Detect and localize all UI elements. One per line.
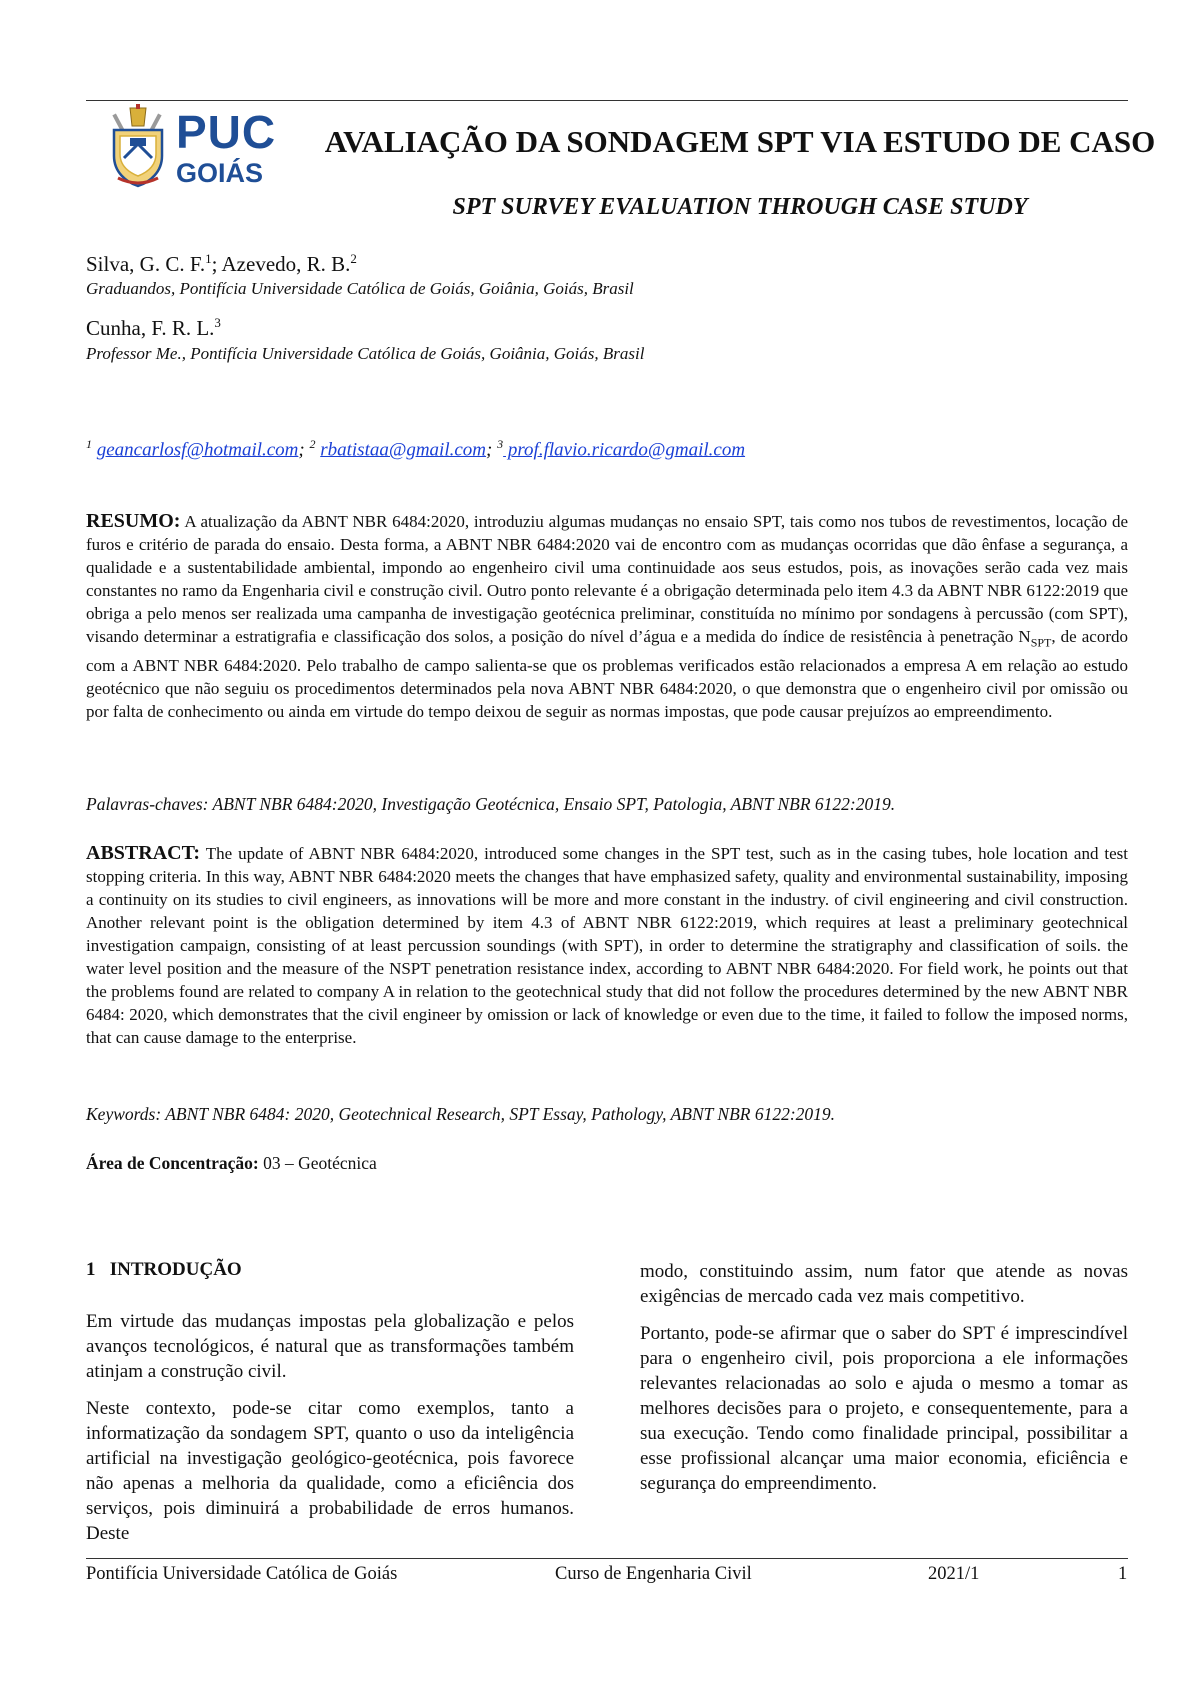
abstract-text: The update of ABNT NBR 6484:2020, introduced some changes in the SPT test, such as in the casing tubes, hole location and test stopping criteria. In this way, ABNT NBR 6484:2020 meets the changes that have emphasized safety, quality and environmental sustainability, imposing a continuity on its studies to civil engineers, as innovations will be more and more constant in the industry. of civil engineering and civil construction. Another relevant point is the obligation determined by item 4.3 of ABNT NBR 6122:2019, which requires at least a preliminary geotechnical investigation campaign, consisting of at least percussion soundings (with SPT), in order to determine the stratigraphy and classification of soils. the water level position and the measure of the NSPT penetration resistance index, according to ABNT NBR 6484:2020. For field work, he points out that the problems found are related to company A in relation to the geotechnical study that did not follow the procedures determined by the new ABNT NBR 6484: 2020, which demonstrates that the civil engineer by omission or lack of knowledge or even due to the time, it failed to follow the imposed norms, that can cause damage to the enterprise. (86, 844, 1129, 1047)
intro-paragraph: Em virtude das mudanças impostas pela globalização e pelos avanços tecnológicos, é natural que as transformações também atinjam a construção civil. (86, 1311, 574, 1382)
author-sup: 2 (350, 251, 357, 266)
intro-right-column (640, 1259, 1128, 1508)
footer-institution: Pontifícia Universidade Católica de Goiás (86, 1564, 398, 1584)
resumo-text-cont: , de acordo com a ABNT NBR 6484:2020. Pelo trabalho de campo salienta-se que os problemas verificados estão relacionados a empresa A em relação ao estudo geotécnico que não seguiu os procedimentos determinados pela nova ABNT NBR 6484:2020, o que demonstra que o engenheiro civil por omissão ou por falta de conhecimento ou ainda em virtude do tempo deixou de seguir as normas impostas, que pode causar prejuízos ao empreendimento. (86, 627, 1128, 722)
area-value: 03 – Geotécnica (263, 1153, 377, 1173)
area-de-concentracao (86, 1153, 377, 1174)
intro-left-column (86, 1309, 574, 1558)
email-sup: 1 (86, 437, 92, 451)
email-link-2[interactable]: rbatistaa@gmail.com (320, 439, 487, 461)
keywords: Keywords: ABNT NBR 6484: 2020, Geotechnical Research, SPT Essay, Pathology, ABNT NBR 6122:2019. (86, 1104, 836, 1124)
resumo-label: RESUMO: (86, 510, 181, 532)
palavras-chaves: Palavras-chaves: ABNT NBR 6484:2020, Investigação Geotécnica, Ensaio SPT, Patologia, ABNT NBR 6122:2019. (86, 794, 896, 814)
page-number: 1 (1118, 1564, 1128, 1584)
logo-text-puc: PUC (176, 106, 277, 158)
intro-paragraph: modo, constituindo assim, num fator que atende as novas exigências de mercado cada vez mais competitivo. (640, 1261, 1128, 1307)
affiliation-1: Graduandos, Pontifícia Universidade Católica de Goiás, Goiânia, Goiás, Brasil (86, 279, 634, 298)
area-label: Área de Concentração: (86, 1153, 259, 1173)
resumo-paragraph (86, 510, 1128, 723)
paper-title: AVALIAÇÃO DA SONDAGEM SPT VIA ESTUDO DE CASO (324, 124, 1156, 159)
header-rule (86, 100, 1128, 101)
intro-paragraph: Portanto, pode-se afirmar que o saber do SPT é imprescindível para o engenheiro civil, pois proporciona a ele informações relevantes relacionadas ao solo e ajuda o mesmo a tomar as melhores decisões para o projeto, e consequentemente, para a sua execução. Tendo como finalidade principal, possibilitar a esse profissional alcançar uma maior economia, eficiência e segurança do empreendimento. (640, 1323, 1128, 1494)
paper-subtitle: SPT SURVEY EVALUATION THROUGH CASE STUDY (452, 194, 1028, 220)
email-sup: 3 (497, 437, 504, 451)
author-sup: 1 (205, 251, 212, 266)
abstract-paragraph (86, 842, 1128, 1049)
author-names: ; Azevedo, R. B. (211, 252, 351, 276)
section-heading-introducao: 1 INTRODUÇÃO (86, 1259, 242, 1280)
email-link-3[interactable]: prof.flavio.ricardo@gmail.com (503, 439, 746, 461)
abstract-label: ABSTRACT: (86, 842, 201, 864)
author-names: Cunha, F. R. L. (86, 316, 215, 340)
author-sup: 3 (214, 315, 221, 330)
author-names: Silva, G. C. F. (86, 252, 206, 276)
nspt-subscript: SPT (1030, 635, 1052, 650)
author-line-2 (86, 310, 221, 341)
author-line-1 (86, 246, 357, 277)
author-emails: $^1$ geancarlosf@hotmail.com; $^2$ rbatistaa@gmail.com; $^3$ prof.flavio.ricardo@gmail.com (86, 437, 746, 461)
affiliation-2: Professor Me., Pontifícia Universidade Católica de Goiás, Goiânia, Goiás, Brasil (86, 344, 645, 363)
logo-text-goias: GOIÁS (176, 158, 264, 188)
footer-course: Curso de Engenharia Civil (555, 1564, 752, 1584)
footer-rule (86, 1558, 1128, 1559)
email-sup: 2 (309, 437, 316, 451)
resumo-text: A atualização da ABNT NBR 6484:2020, introduziu algumas mudanças no ensaio SPT, tais como nos tubos de revestimentos, locação de furos e critério de parada do ensaio. Desta forma, a ABNT NBR 6484:2020 vai de encontro com as mudanças ocorridas que dão ênfase a segurança, a qualidade e a sustentabilidade ambiental, impondo ao engenheiro civil uma continuidade aos seus estudos, pois, as inovações serão cada vez mais constantes no ramo da Engenharia civil e construção civil. Outro ponto relevante é a obrigação determinada pelo item 4.3 da ABNT NBR 6122:2019 que obriga a pelo menos ser realizada uma campanha de investigação geotécnica preliminar, constituída no mínimo por sondagens à percussão (com SPT), visando determinar a estratigrafia e classificação dos solos, a posição do nível d’água e a medida do índice de resistência à penetração N (86, 512, 1129, 646)
intro-paragraph: Neste contexto, pode-se citar como exemplos, tanto a informatização da sondagem SPT, quanto o uso da inteligência artificial na investigação geológico-geotécnica, pois favorece não apenas a melhoria da qualidade, como a eficiência dos serviços, pois diminuirá a probabilidade de erros humanos. Deste (86, 1398, 574, 1544)
email-link-1[interactable]: geancarlosf@hotmail.com (96, 439, 299, 461)
footer-semester: 2021/1 (928, 1564, 980, 1584)
